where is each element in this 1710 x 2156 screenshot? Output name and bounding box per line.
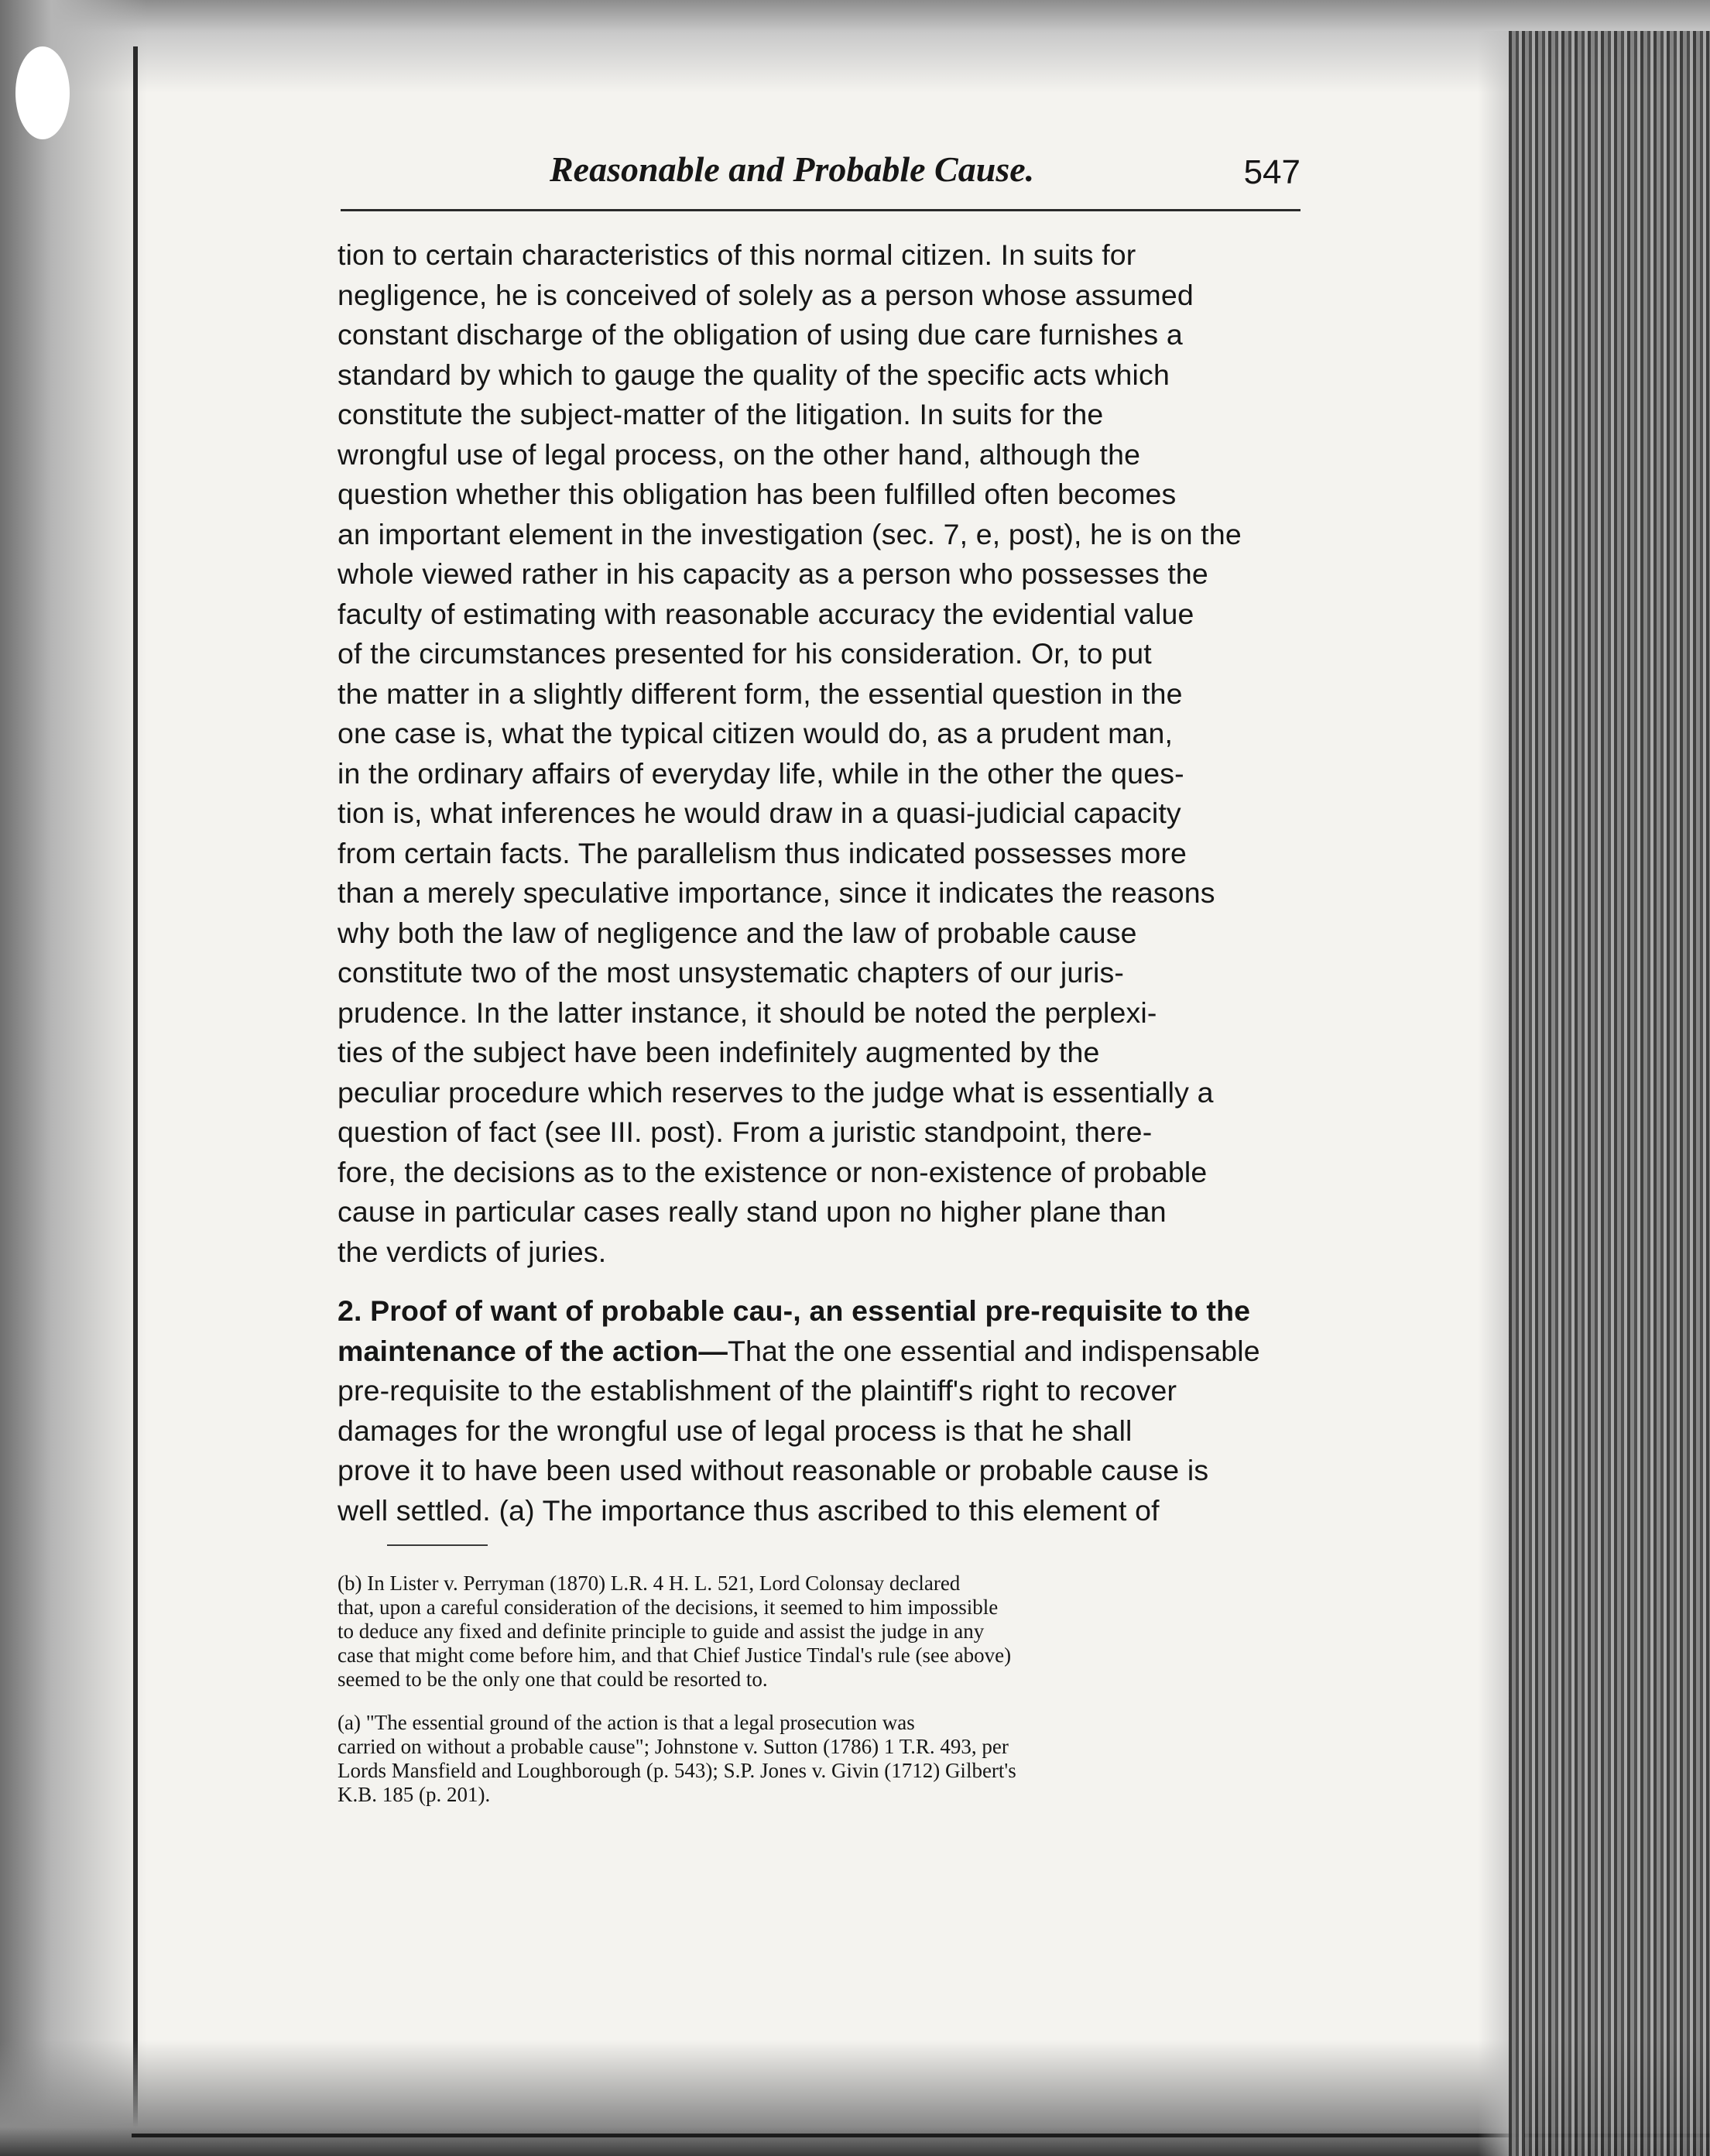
scan-edge-line-bottom	[132, 2134, 1710, 2137]
body-paragraph-1: tion to certain characteristics of this normal citizen. In suits for negligence, he is conceived of solely as a person whose assumed constant discharge of the obligation of using due care furnishes a standard by which to gauge the quality of the specific acts which constitute the subject-matter of the litigation. In suits for the wrongful use of legal process, on the other hand, although the question whether this obligation has been fulfilled often becomes an important element in the investigation (sec. 7, e, post), he is on the whole viewed rather in his capacity as a person who possesses the faculty of estimating with reasonable accuracy the evidential value of the circumstances presented for his consideration. Or, to put the matter in a slightly different form, the essential question in the one case is, what the typical citizen would do, as a prudent man, in the ordinary affairs of everyday life, while in the other the ques- tion is, what inferences he would draw in a quasi-judicial capacity from certain facts. The parallelism thus indicated possesses more than a merely speculative importance, since it indicates the reasons why both the law of negligence and the law of probable cause constitute two of the most unsystematic chapters of our juris- prudence. In the latter instance, it should be noted the perplexi- ties of the subject have been indefinitely augmented by the peculiar procedure which reserves to the judge what is essentially a question of fact (see III. post). From a juristic standpoint, there- fore, the decisions as to the existence or non-existence of probable cause in particular cases really stand upon no higher plane than the verdicts of juries.	[338, 238, 1242, 1268]
footnote-a: (a) "The essential ground of the action is that a legal prosecution was carried on without a probable cause"; Johnstone v. Sutton (1786) 1 T.R. 493, per Lords Mansfield and Loughborough (p. 543); S.P. Jones v. Givin (1712) Gilbert's K.B. 185 (p. 201).	[338, 1711, 1016, 1806]
footnote-b: (b) In Lister v. Perryman (1870) L.R. 4 H. L. 521, Lord Colonsay declared that, upon a careful consideration of the decisions, it seemed to him impossible to deduce any fixed and definite principle to guide and assist the judge in any case that might come before him, and that Chief Justice Tindal's rule (see above) seemed to be the only one that could be resorted to.	[338, 1572, 1012, 1691]
body-paragraph-2	[338, 1291, 1297, 1531]
header-rule	[341, 209, 1300, 211]
footnote-rule	[387, 1544, 488, 1546]
scan-border-top	[0, 0, 1710, 93]
section-text: That the one essential and indispensable pre-requisite to the establishment of the plaintiff's right to recover damages for the wrongful use of legal process is that he shall prove it to have been used without reasonable or probable cause is well settled. (a) The importance thus ascribed to this element of	[338, 1334, 1260, 1527]
page-title: Reasonable and Probable Cause.	[550, 149, 1035, 189]
running-head	[333, 149, 1300, 203]
scan-edge-line-left	[133, 46, 138, 2152]
page-number: 547	[1243, 153, 1300, 191]
scan-blemish	[15, 46, 70, 139]
scan-border-left	[0, 0, 147, 2156]
scan-border-right	[1509, 31, 1710, 2156]
section-heading: 2. Proof of want of probable cau-, an essential pre-requisite to the maintenance of the action—	[338, 1294, 1251, 1367]
scan-border-bottom	[0, 2040, 1710, 2156]
